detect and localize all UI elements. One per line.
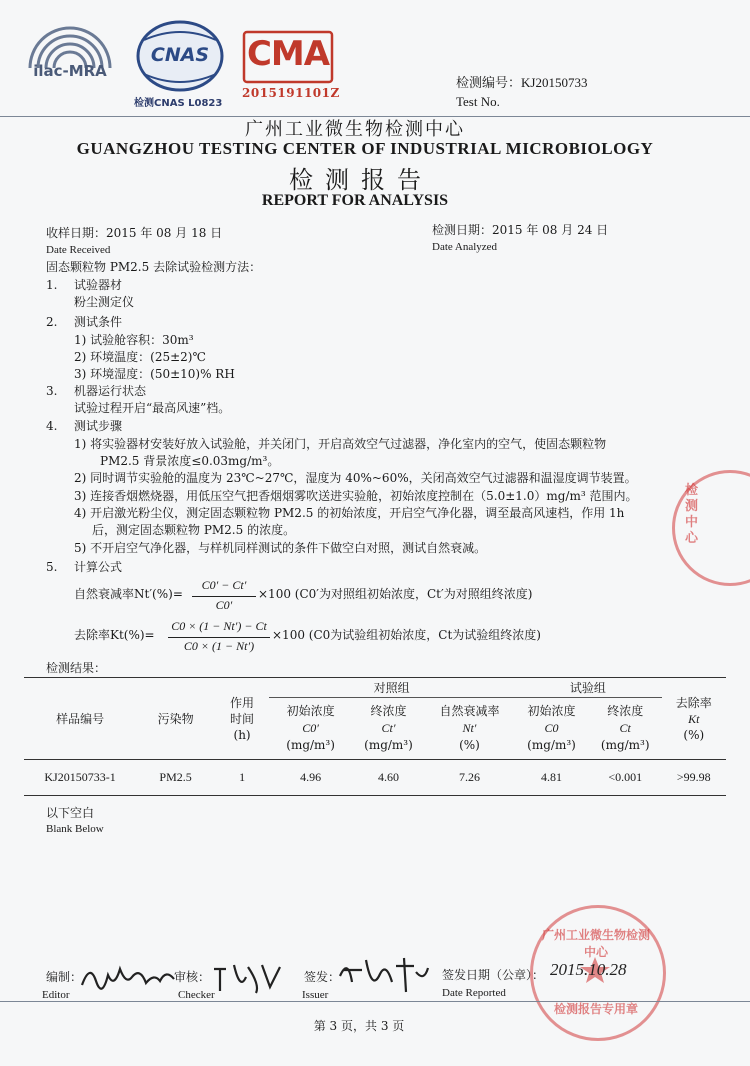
report-title-cn: 检测报告 — [289, 166, 433, 194]
cell-pollutant: PM2.5 — [159, 770, 192, 784]
header-c0-prime-label: 初始浓度 — [286, 704, 335, 718]
center-name-cn: 广州工业微生物检测中心 — [245, 119, 465, 140]
test-no-label-cn: 检测编号： — [456, 76, 522, 91]
cell-c0-prime: 4.96 — [300, 770, 322, 784]
condition-temperature: 2) 环境温度：(25±2)℃ — [74, 350, 206, 364]
method-title: 固态颗粒物 PM2.5 去除试验检测方法： — [46, 260, 262, 274]
ilac-mra-logo — [24, 22, 116, 102]
cma-number: 2015191101Z — [242, 86, 340, 100]
ilac-mra-text: ilac-MRA — [33, 62, 107, 80]
section-5-title: 计算公式 — [74, 560, 123, 574]
formula-2-denominator: C0 × (1 − Nt′) — [183, 639, 255, 653]
header-c0-prime-unit: (mg/m³) — [286, 738, 335, 752]
header-nt-prime — [425, 698, 514, 760]
table-row — [24, 760, 726, 796]
header-removal — [662, 678, 726, 760]
cnas-logo — [134, 18, 226, 108]
editor-signature — [78, 955, 178, 999]
issuer-label-en: Issuer — [302, 989, 329, 1001]
header-removal-symbol: Kt — [688, 711, 700, 726]
checker-signature — [210, 955, 290, 999]
step-5: 5) 不开启空气净化器，与样机同样测试的条件下做空白对照，测试自然衰减。 — [74, 541, 487, 555]
seal-outer-text: 广州工业微生物检测中心 — [541, 928, 650, 959]
header-c0-prime — [269, 698, 352, 760]
section-2-title: 测试条件 — [74, 315, 123, 329]
header-nt-prime-label: 自然衰减率 — [439, 704, 500, 718]
results-table — [24, 677, 726, 796]
page-number: 第 3 页，共 3 页 — [313, 1019, 405, 1033]
cell-nt-prime: 7.26 — [458, 770, 480, 784]
step-3: 3) 连接香烟燃烧器，用低压空气把香烟烟雾吹送进实验舱，初始浓度控制在（5.0±1.0）mg/m³ 范围内。 — [74, 489, 638, 503]
header-ct — [589, 698, 662, 760]
test-no-label-en: Test No. — [456, 94, 500, 109]
header-control-group: 对照组 — [269, 678, 514, 698]
blank-below-cn: 以下空白 — [46, 806, 95, 820]
formula-1-bar — [192, 596, 256, 597]
date-received-en: Date Received — [46, 244, 111, 256]
date-reported-label-cn: 签发日期（公章）： — [442, 968, 545, 982]
header-ct-prime-label: 终浓度 — [370, 704, 407, 718]
seal-bottom-text: 检测报告专用章 — [553, 1002, 638, 1016]
editor-label-cn: 编制： — [46, 970, 83, 984]
step-4: 4) 开启激光粉尘仪，测定固态颗粒物 PM2.5 的初始浓度，开启空气净化器，调至最高风速档，作用 1h — [74, 506, 625, 520]
formula-1-denominator: C0′ — [215, 598, 233, 612]
cell-time: 1 — [239, 770, 246, 784]
date-analyzed-cn: 检测日期：2015 年 08 月 24 日 — [432, 223, 609, 237]
section-3-number: 3. — [46, 384, 58, 398]
formula-2-numerator: C0 × (1 − Nt′) − Ct — [171, 619, 267, 633]
step-1: 1) 将实验器材安装好放入试验舱，并关闭门，开启高效空气过滤器，净化室内的空气，使固态颗粒物 — [74, 437, 607, 451]
issuer-label-cn: 签发： — [304, 970, 341, 984]
header-nt-prime-symbol: Nt′ — [462, 721, 477, 735]
header-c0 — [514, 698, 589, 760]
section-2-number: 2. — [46, 315, 58, 329]
formula-1-tail: ×100 (C0′为对照组初始浓度，Ct′为对照组终浓度) — [258, 587, 533, 601]
cell-ct: <0.001 — [608, 770, 643, 784]
side-seal-text: 检测中心 — [685, 483, 699, 546]
header-test-group: 试验组 — [514, 678, 661, 698]
test-no — [456, 72, 587, 91]
cma-logo — [240, 28, 340, 106]
header-nt-prime-unit: (%) — [459, 738, 480, 752]
cnas-caption: 检测CNAS L0823 — [134, 98, 223, 109]
header-c0-symbol: C0 — [544, 721, 559, 735]
cell-c0: 4.81 — [540, 770, 562, 784]
step-2: 2) 同时调节实验舱的温度为 23℃~27℃，湿度为 40%~60%，关闭高效空气过滤器和温湿度调节装置。 — [74, 471, 637, 485]
header-ct-prime — [352, 698, 425, 760]
checker-label-en: Checker — [178, 989, 215, 1001]
step-4-cont: 后，测定固态颗粒物 PM2.5 的浓度。 — [92, 523, 296, 537]
header-c0-prime-symbol: C0′ — [302, 721, 319, 735]
center-name-en: GUANGZHOU TESTING CENTER OF INDUSTRIAL MICROBIOLOGY — [76, 139, 654, 158]
header-ct-label: 终浓度 — [607, 704, 644, 718]
header-removal-unit: (%) — [683, 727, 705, 742]
section-4-number: 4. — [46, 419, 58, 433]
step-1-cont: PM2.5 背景浓度≤0.03mg/m³。 — [100, 454, 280, 468]
formula-2-tail: ×100 (C0为试验组初始浓度，Ct为试验组终浓度) — [272, 628, 541, 642]
test-no-value: KJ20150733 — [521, 75, 588, 90]
blank-below-en: Blank Below — [46, 823, 104, 835]
condition-humidity: 3) 环境湿度：(50±10)% RH — [74, 367, 235, 381]
section-1-number: 1. — [46, 278, 58, 292]
header-removal-label: 去除率 — [675, 695, 712, 710]
cnas-text: CNAS — [150, 44, 210, 66]
header-time-line-3: (h) — [233, 727, 251, 742]
date-analyzed-en: Date Analyzed — [432, 241, 498, 253]
date-reported-label-en: Date Reported — [442, 987, 506, 999]
date-received-cn: 收样日期：2015 年 08 月 18 日 — [46, 226, 223, 240]
header-sample: 样品编号 — [56, 712, 105, 726]
condition-volume: 1) 试验舱容积：30m³ — [74, 333, 194, 347]
formula-2-label: 去除率Kt(%)= — [74, 628, 155, 642]
editor-label-en: Editor — [42, 989, 70, 1001]
header-time-line-1: 作用 — [230, 695, 255, 710]
cma-text: CMA — [246, 34, 330, 74]
header-ct-unit: (mg/m³) — [600, 738, 650, 752]
formula-1-numerator: C0′ − Ct′ — [201, 578, 247, 592]
header-time-line-2: 时间 — [230, 711, 255, 726]
header-c0-unit: (mg/m³) — [527, 738, 576, 752]
results-title: 检测结果： — [46, 661, 107, 675]
formula-1-label: 自然衰减率Nt′(%)= — [74, 587, 183, 601]
header-pollutant: 污染物 — [157, 712, 194, 726]
header-ct-prime-symbol: Ct′ — [381, 721, 396, 735]
header-ct-prime-unit: (mg/m³) — [364, 738, 413, 752]
header-c0-label: 初始浓度 — [527, 704, 576, 718]
section-1-line: 粉尘测定仪 — [74, 295, 135, 309]
section-5-number: 5. — [46, 560, 58, 574]
cell-sample: KJ20150733-1 — [44, 770, 116, 784]
footer-rule — [0, 1001, 750, 1002]
report-title-en: REPORT FOR ANALYSIS — [261, 192, 449, 209]
header-ct-symbol: Ct — [619, 721, 631, 735]
section-3-line: 试验过程开启“最高风速”档。 — [74, 401, 231, 415]
header-time — [215, 678, 269, 760]
handwritten-date: 2015.10.28 — [550, 960, 627, 979]
side-seal — [672, 470, 750, 586]
section-3-title: 机器运行状态 — [74, 384, 147, 398]
section-1-title: 试验器材 — [74, 278, 123, 292]
cell-ct-prime: 4.60 — [377, 770, 399, 784]
issuer-signature — [336, 952, 432, 998]
checker-label-cn: 审核： — [174, 970, 211, 984]
formula-2-bar — [168, 637, 270, 638]
section-4-title: 测试步骤 — [74, 419, 123, 433]
cell-kt: >99.98 — [676, 770, 711, 784]
